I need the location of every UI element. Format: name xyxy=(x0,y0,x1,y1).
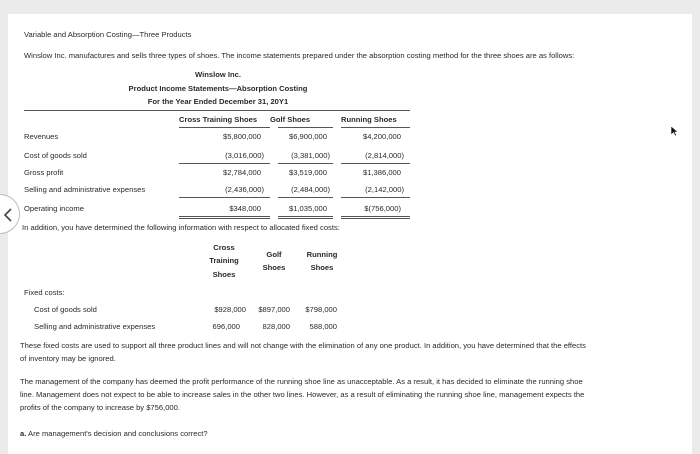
fixed-cell-cogs-running: $798,000 xyxy=(305,305,337,314)
cell-cogs-cross: (3,016,000) xyxy=(225,151,264,160)
paragraph-2-line-2: line. Management does not expect to be able to increase sales in the other two lines. However, as a result of eliminating the running shoe line, management expects the xyxy=(20,390,585,399)
fixed-col-running-1: Running xyxy=(306,250,338,259)
fixed-row-label-sga: Selling and administrative expenses xyxy=(34,322,156,331)
cell-cogs-running: (2,814,000) xyxy=(365,151,404,160)
cell-operating-income-golf: $1,035,000 xyxy=(288,204,327,213)
fixed-col-golf-2: Shoes xyxy=(262,263,286,272)
question-prefix: a. xyxy=(20,429,27,438)
fixed-row-label-cogs: Cost of goods sold xyxy=(34,305,97,314)
paragraph-2-line-1: The management of the company has deemed the profit performance of the running shoe line as unacceptable. As a result, it has decided to eliminate the running shoe xyxy=(20,377,583,386)
fixed-cell-sga-golf: 828,000 xyxy=(262,322,290,331)
fixed-col-cross-1: Cross xyxy=(213,243,235,252)
fixed-costs-intro: In addition, you have determined the following information with respect to allocated fixed costs: xyxy=(22,223,340,232)
cell-operating-income-running: $(756,000) xyxy=(364,204,401,213)
fixed-cell-sga-cross: 696,000 xyxy=(212,322,240,331)
col-rule xyxy=(341,127,410,128)
row-label-operating-income: Operating income xyxy=(24,204,84,213)
col-header-running: Running Shoes xyxy=(341,115,397,124)
fixed-cell-sga-running: 588,000 xyxy=(309,322,337,331)
statement-period: For the Year Ended December 31, 20Y1 xyxy=(147,97,289,106)
document-page xyxy=(8,14,692,454)
subtotal-rule xyxy=(278,197,333,198)
fixed-cell-cogs-cross: $928,000 xyxy=(214,305,246,314)
row-label-cogs: Cost of goods sold xyxy=(24,151,87,160)
fixed-col-running-2: Shoes xyxy=(310,263,334,272)
fixed-col-cross-2: Training xyxy=(209,256,239,265)
subtotal-rule xyxy=(341,197,410,198)
mouse-pointer-icon xyxy=(670,124,679,142)
cell-revenues-cross: $5,800,000 xyxy=(222,132,261,141)
page-title: Variable and Absorption Costing—Three Products xyxy=(24,30,192,39)
total-double-rule xyxy=(341,218,410,219)
col-rule xyxy=(278,127,333,128)
total-double-rule xyxy=(179,218,270,219)
col-rule xyxy=(179,127,270,128)
col-header-golf: Golf Shoes xyxy=(270,115,311,124)
question-a xyxy=(20,429,208,439)
row-label-gross-profit: Gross profit xyxy=(24,168,64,177)
paragraph-2-line-3: profits of the company to increase by $756,000. xyxy=(20,403,180,412)
fixed-col-cross-3: Shoes xyxy=(212,270,236,279)
fixed-costs-heading: Fixed costs: xyxy=(24,288,65,297)
subtotal-rule xyxy=(179,197,270,198)
total-double-rule xyxy=(179,216,270,217)
col-header-cross-training: Cross Training Shoes xyxy=(179,115,258,124)
cell-sga-cross: (2,436,000) xyxy=(225,185,264,194)
fixed-col-golf-1: Golf xyxy=(266,250,282,259)
row-label-sga: Selling and administrative expenses xyxy=(24,185,146,194)
paragraph-1-line-1: These fixed costs are used to support all three product lines and will not change with the elimination of any one product. In addition, you have determined that the effects xyxy=(20,341,586,350)
cell-sga-running: (2,142,000) xyxy=(365,185,404,194)
row-label-revenues: Revenues xyxy=(24,132,59,141)
cell-gross-profit-running: $1,386,000 xyxy=(362,168,401,177)
total-double-rule xyxy=(341,216,410,217)
subtotal-rule xyxy=(179,163,270,164)
question-text: Are management's decision and conclusions correct? xyxy=(28,429,208,438)
cell-operating-income-cross: $348,000 xyxy=(229,204,261,213)
total-double-rule xyxy=(278,218,333,219)
cell-revenues-running: $4,200,000 xyxy=(362,132,401,141)
subtotal-rule xyxy=(278,163,333,164)
statement-company: Winslow Inc. xyxy=(195,70,241,79)
intro-text: Winslow Inc. manufactures and sells three types of shoes. The income statements prepared under the absorption costing method for the three shoes are as follows: xyxy=(24,51,575,60)
cell-gross-profit-cross: $2,784,000 xyxy=(222,168,261,177)
statement-top-rule xyxy=(24,110,410,111)
fixed-cell-cogs-golf: $897,000 xyxy=(258,305,290,314)
total-double-rule xyxy=(278,216,333,217)
subtotal-rule xyxy=(341,163,410,164)
statement-name: Product Income Statements—Absorption Costing xyxy=(128,84,308,93)
cell-sga-golf: (2,484,000) xyxy=(291,185,330,194)
cell-gross-profit-golf: $3,519,000 xyxy=(288,168,327,177)
paragraph-1-line-2: of inventory may be ignored. xyxy=(20,354,116,363)
cell-cogs-golf: (3,381,000) xyxy=(291,151,330,160)
cell-revenues-golf: $6,900,000 xyxy=(288,132,327,141)
